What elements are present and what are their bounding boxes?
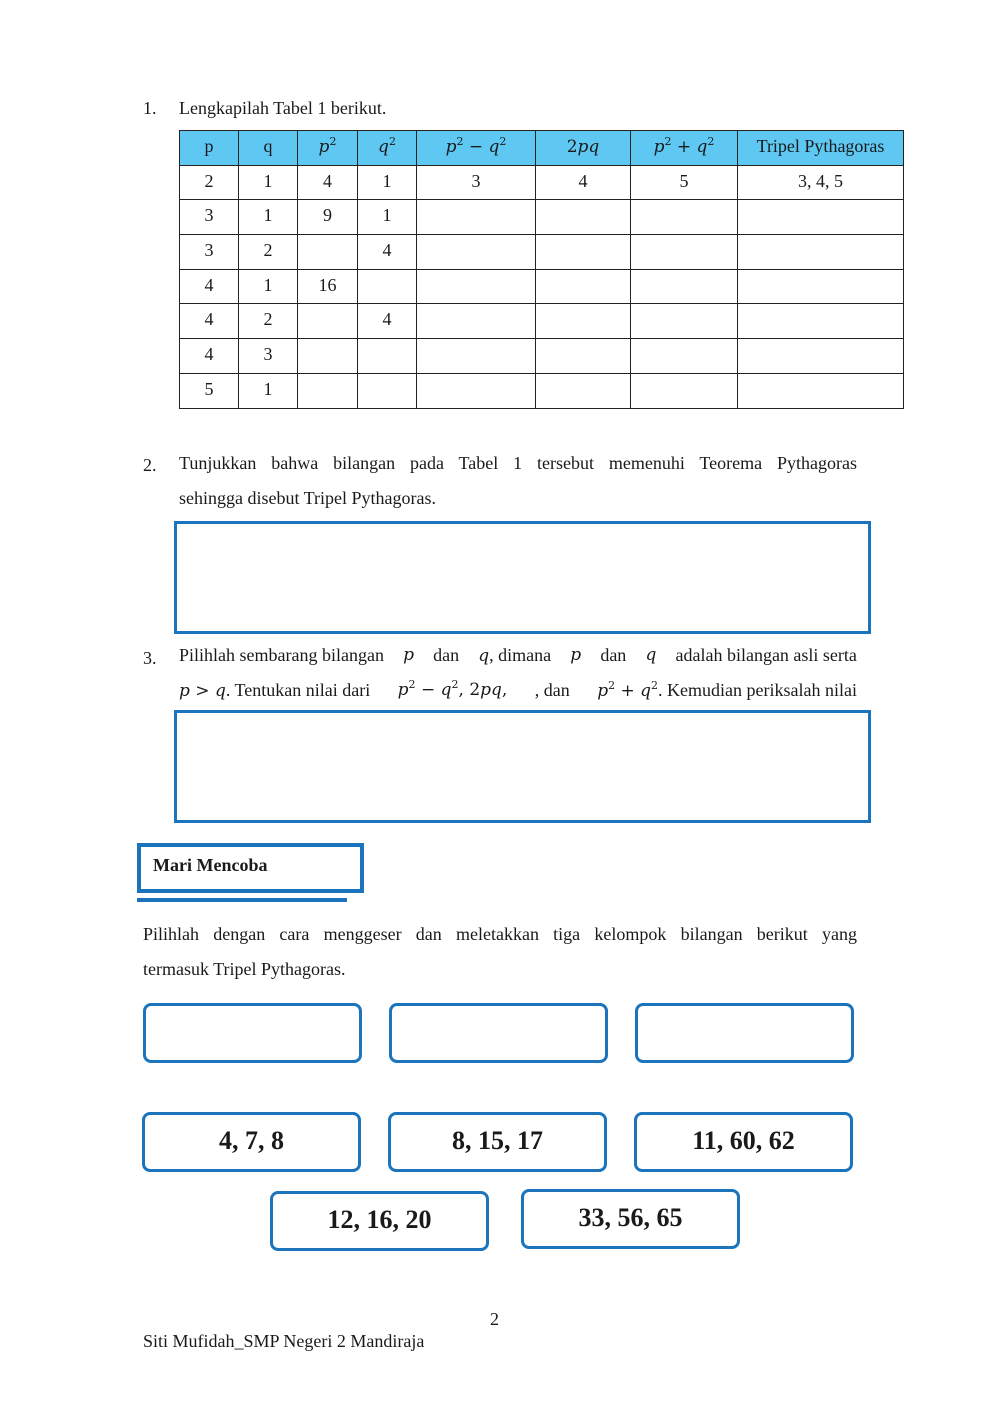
cell-2pq[interactable] bbox=[536, 235, 631, 270]
cell-2pq[interactable] bbox=[536, 373, 631, 408]
q3-text-h: . Kemudian periksalah nilai bbox=[658, 680, 857, 700]
cell-tripel[interactable] bbox=[738, 235, 904, 270]
cell-q: 1 bbox=[239, 269, 298, 304]
cell-tripel[interactable] bbox=[738, 339, 904, 374]
cell-tripel[interactable]: 3, 4, 5 bbox=[738, 165, 904, 200]
question-2-answer-box[interactable] bbox=[174, 521, 871, 634]
cell-q: 1 bbox=[239, 200, 298, 235]
cell-p2-minus-q2[interactable] bbox=[417, 373, 536, 408]
table-row bbox=[180, 304, 904, 339]
math-expressions: $p^2 - q^2$, 2pq, bbox=[397, 678, 508, 700]
cell-p: 4 bbox=[180, 339, 239, 374]
header-tripel-pythagoras: Tripel Pythagoras bbox=[738, 131, 904, 166]
cell-p2-minus-q2[interactable] bbox=[417, 200, 536, 235]
table-row bbox=[180, 165, 904, 200]
section-underline bbox=[137, 898, 347, 902]
header-p2-minus-q2: $p^2 - q^2$ bbox=[417, 131, 536, 166]
cell-q2[interactable]: 1 bbox=[358, 200, 417, 235]
table-row bbox=[180, 269, 904, 304]
cell-p2-plus-q2[interactable] bbox=[631, 373, 738, 408]
cell-q: 2 bbox=[239, 235, 298, 270]
table-row bbox=[180, 235, 904, 270]
cell-q2[interactable]: 4 bbox=[358, 235, 417, 270]
option-chip-4-7-8[interactable]: 4, 7, 8 bbox=[142, 1112, 361, 1172]
cell-p2-minus-q2[interactable] bbox=[417, 304, 536, 339]
question-2-number: 2. bbox=[143, 455, 157, 475]
instruction-line-2: termasuk Tripel Pythagoras. bbox=[143, 959, 346, 979]
cell-q: 3 bbox=[239, 339, 298, 374]
cell-q2[interactable] bbox=[358, 269, 417, 304]
cell-2pq[interactable] bbox=[536, 269, 631, 304]
drop-zone-1[interactable] bbox=[143, 1003, 362, 1063]
cell-p2-plus-q2[interactable] bbox=[631, 304, 738, 339]
footer-author: Siti Mufidah_SMP Negeri 2 Mandiraja bbox=[143, 1331, 425, 1351]
cell-q: 2 bbox=[239, 304, 298, 339]
header-p: p bbox=[180, 131, 239, 166]
cell-q2[interactable] bbox=[358, 339, 417, 374]
header-p2-plus-q2: $p^2 + q^2$ bbox=[631, 131, 738, 166]
cell-p2-plus-q2[interactable] bbox=[631, 339, 738, 374]
q3-var-q-group bbox=[478, 638, 551, 674]
cell-2pq[interactable]: 4 bbox=[536, 165, 631, 200]
cell-tripel[interactable] bbox=[738, 304, 904, 339]
cell-2pq[interactable] bbox=[536, 304, 631, 339]
question-1-number: 1. bbox=[143, 98, 157, 118]
option-chip-11-60-62[interactable]: 11, 60, 62 bbox=[634, 1112, 853, 1172]
var-p: p bbox=[570, 645, 582, 665]
question-2-line-2: sehingga disebut Tripel Pythagoras. bbox=[179, 488, 436, 508]
q3-text-f: . Tentukan nilai dari bbox=[225, 680, 371, 700]
q3-text-e: adalah bilangan asli serta bbox=[675, 645, 857, 665]
cell-p2[interactable]: 4 bbox=[298, 165, 358, 200]
cell-p2[interactable] bbox=[298, 235, 358, 270]
question-3-line-1 bbox=[179, 638, 857, 674]
question-3-number: 3. bbox=[143, 648, 157, 668]
cell-p2-plus-q2[interactable] bbox=[631, 235, 738, 270]
question-3-answer-box[interactable] bbox=[174, 710, 871, 823]
cell-p2[interactable] bbox=[298, 339, 358, 374]
q3-text-g: , dan bbox=[534, 680, 570, 700]
cell-p2-minus-q2[interactable] bbox=[417, 235, 536, 270]
var-q: q bbox=[478, 646, 490, 666]
question-1-text: Lengkapilah Tabel 1 berikut. bbox=[179, 98, 387, 118]
option-chip-33-56-65[interactable]: 33, 56, 65 bbox=[521, 1189, 740, 1249]
cell-p2[interactable]: 9 bbox=[298, 200, 358, 235]
table-header-row bbox=[180, 131, 904, 166]
table-row bbox=[180, 200, 904, 235]
cell-p2-minus-q2[interactable]: 3 bbox=[417, 165, 536, 200]
cell-q: 1 bbox=[239, 165, 298, 200]
cell-2pq[interactable] bbox=[536, 200, 631, 235]
cell-p: 4 bbox=[180, 269, 239, 304]
header-q-squared: $q^2$ bbox=[358, 131, 417, 166]
cell-p2-plus-q2[interactable] bbox=[631, 269, 738, 304]
question-2-line-1: Tunjukkan bahwa bilangan pada Tabel 1 tersebut memenuhi Teorema Pythagoras bbox=[179, 453, 857, 473]
cell-p: 3 bbox=[180, 235, 239, 270]
q3-text-d: dan bbox=[600, 645, 627, 665]
cell-p2-plus-q2[interactable] bbox=[631, 200, 738, 235]
cell-q2[interactable]: 1 bbox=[358, 165, 417, 200]
cell-p: 5 bbox=[180, 373, 239, 408]
header-q: q bbox=[239, 131, 298, 166]
page-number: 2 bbox=[490, 1309, 499, 1329]
math-p2-plus-q2: $p^2 + q^2$ bbox=[597, 679, 659, 701]
cell-tripel[interactable] bbox=[738, 269, 904, 304]
pythagoras-table bbox=[179, 130, 904, 409]
option-chip-12-16-20[interactable]: 12, 16, 20 bbox=[270, 1191, 489, 1251]
cell-p2[interactable]: 16 bbox=[298, 269, 358, 304]
cell-p2-minus-q2[interactable] bbox=[417, 269, 536, 304]
q3-condition bbox=[179, 673, 370, 709]
q3-text-a: Pilihlah sembarang bilangan bbox=[179, 645, 384, 665]
table-row bbox=[180, 339, 904, 374]
cell-q: 1 bbox=[239, 373, 298, 408]
cell-p2-plus-q2[interactable]: 5 bbox=[631, 165, 738, 200]
q3-text-c: , dimana bbox=[489, 645, 552, 665]
question-3-line-2 bbox=[179, 673, 857, 709]
instruction-line-1: Pilihlah dengan cara menggeser dan meletakkan tiga kelompok bilangan berikut yang bbox=[143, 924, 857, 944]
var-p: p bbox=[403, 645, 414, 665]
cell-q2[interactable] bbox=[358, 373, 417, 408]
drop-zone-2[interactable] bbox=[389, 1003, 608, 1063]
cell-p2-minus-q2[interactable] bbox=[417, 339, 536, 374]
cell-2pq[interactable] bbox=[536, 339, 631, 374]
table-row bbox=[180, 373, 904, 408]
cell-p2[interactable] bbox=[298, 304, 358, 339]
q3-text-b: dan bbox=[433, 645, 460, 665]
cell-p: 3 bbox=[180, 200, 239, 235]
option-chip-8-15-17[interactable]: 8, 15, 17 bbox=[388, 1112, 607, 1172]
header-p-squared: $p^2$ bbox=[298, 131, 358, 166]
cell-tripel[interactable] bbox=[738, 200, 904, 235]
math-p-greater-q: p > q bbox=[179, 681, 226, 701]
cell-p: 2 bbox=[180, 165, 239, 200]
cell-q2[interactable]: 4 bbox=[358, 304, 417, 339]
cell-tripel[interactable] bbox=[738, 373, 904, 408]
cell-p2[interactable] bbox=[298, 373, 358, 408]
drop-zone-3[interactable] bbox=[635, 1003, 854, 1063]
header-2pq: 2pq bbox=[536, 131, 631, 166]
q3-sum-group bbox=[597, 673, 857, 709]
var-q: q bbox=[645, 645, 657, 665]
cell-p: 4 bbox=[180, 304, 239, 339]
section-title: Mari Mencoba bbox=[153, 855, 268, 875]
